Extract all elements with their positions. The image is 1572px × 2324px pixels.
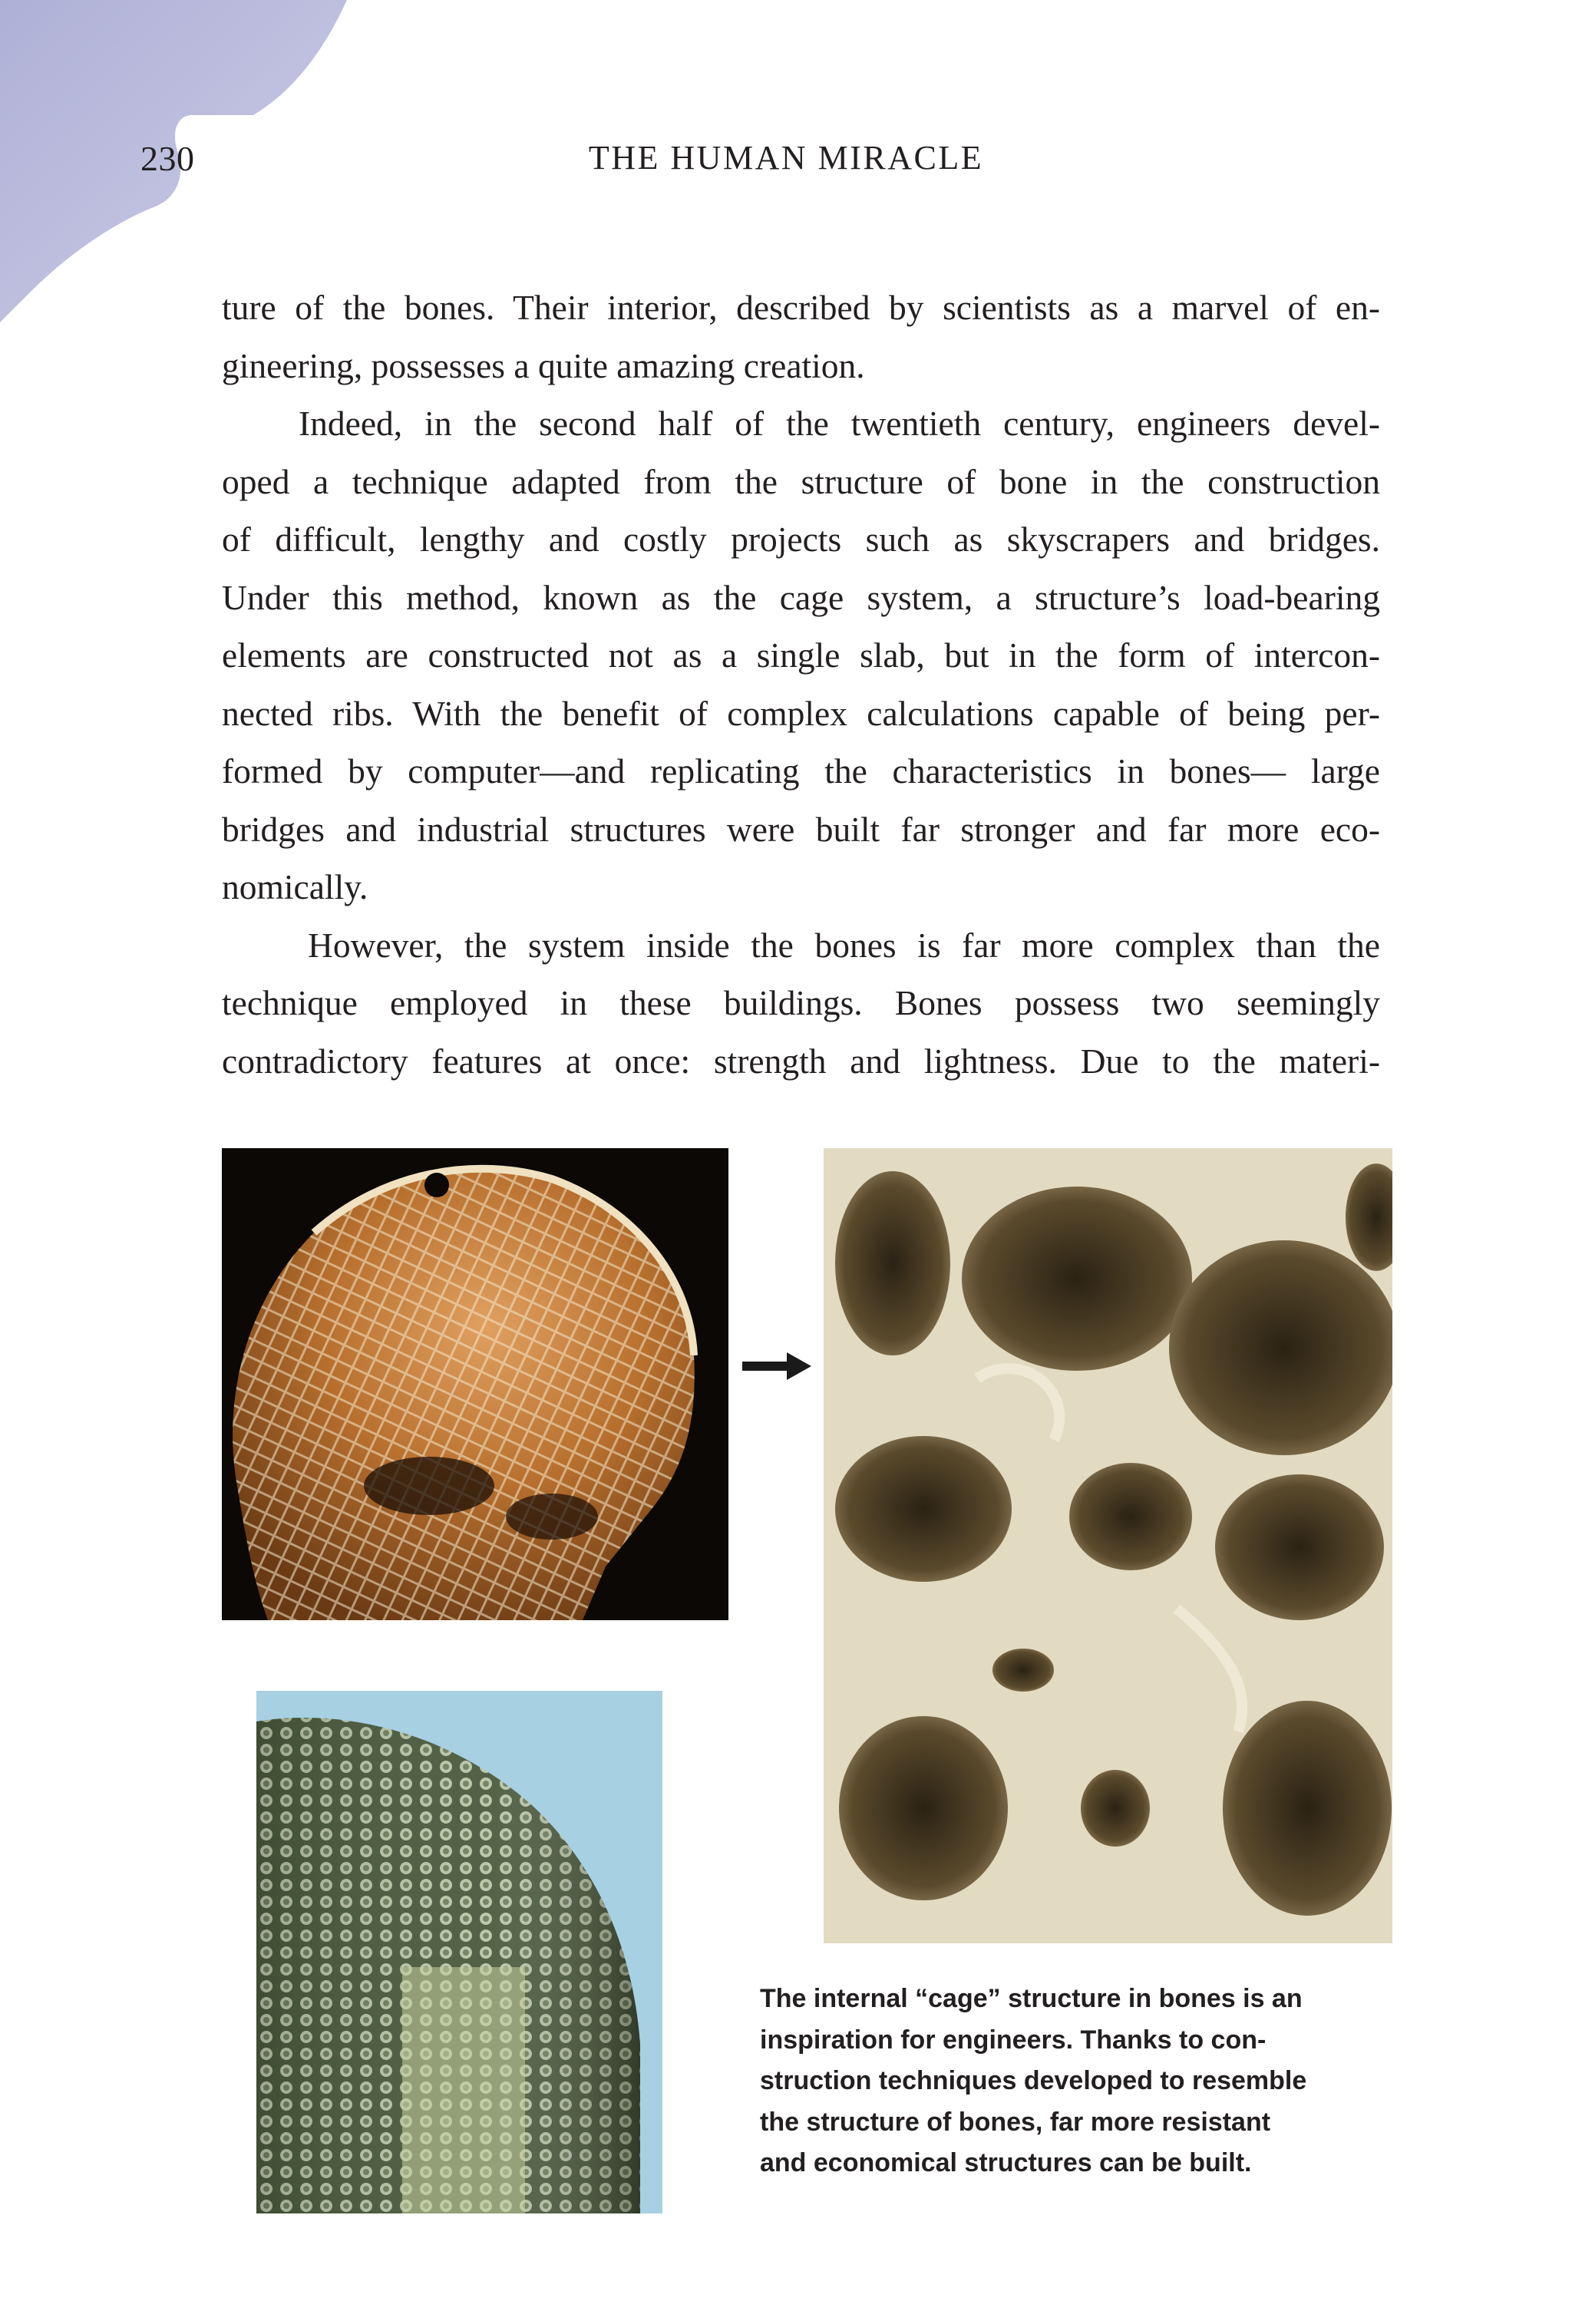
body-text <box>222 279 1380 1090</box>
body-line: oped a technique adapted from the structure of bone in the construction <box>222 461 1380 501</box>
body-line: ture of the bones. Their interior, described by scientists as a marvel of en- <box>222 288 1380 327</box>
body-line: However, the system inside the bones is far more complex than the <box>308 925 1380 965</box>
body-line: bridges and industrial structures were built far stronger and far more eco- <box>222 809 1380 849</box>
body-line: of difficult, lengthy and costly projects such as skyscrapers and bridges. <box>222 520 1380 559</box>
body-line: Under this method, known as the cage system, a structure’s load-bearing <box>222 577 1380 617</box>
caption-line: and economical structures can be built. <box>760 2148 1252 2177</box>
caption-line: inspiration for engineers. Thanks to con- <box>760 2025 1267 2055</box>
geodesic-dome-image <box>256 1691 662 2213</box>
body-line: nomically. <box>222 867 368 906</box>
figure-caption <box>760 1979 1389 2184</box>
body-line: nected ribs. With the benefit of complex calculations capable of being per- <box>222 693 1380 733</box>
body-line: Indeed, in the second half of the twentieth century, engineers devel- <box>299 404 1380 443</box>
body-line: gineering, possesses a quite amazing creation. <box>222 345 865 385</box>
bone-closeup-image <box>824 1148 1392 1943</box>
bone-cross-section-image <box>222 1148 728 1620</box>
caption-line: struction techniques developed to resemble <box>760 2066 1307 2095</box>
arrow-right-icon <box>742 1352 811 1380</box>
page-number: 230 <box>140 139 195 178</box>
running-head: THE HUMAN MIRACLE <box>588 139 984 177</box>
body-line: elements are constructed not as a single slab, but in the form of intercon- <box>222 635 1380 675</box>
caption-line: The internal “cage” structure in bones is an <box>760 1984 1303 2013</box>
body-line: contradictory features at once: strength and lightness. Due to the materi- <box>222 1041 1380 1081</box>
body-line: formed by computer—and replicating the characteristics in bones— large <box>222 751 1380 791</box>
caption-line: the structure of bones, far more resistant <box>760 2107 1271 2137</box>
body-line: technique employed in these buildings. Bones possess two seemingly <box>222 983 1380 1022</box>
